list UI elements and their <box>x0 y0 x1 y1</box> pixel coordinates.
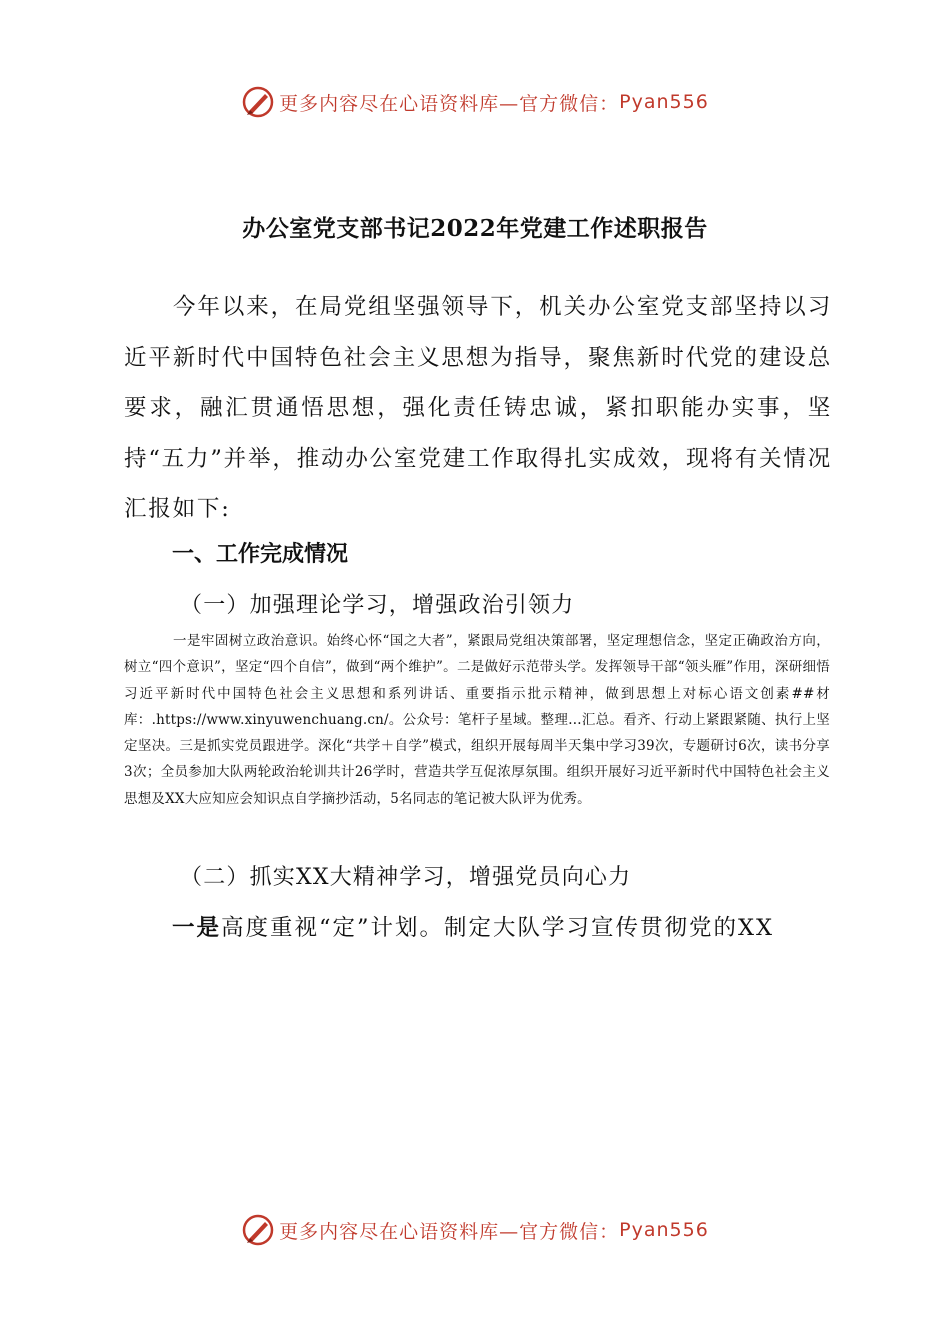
banner-text: 更多内容尽在心语资料库—官方微信： <box>279 1220 620 1243</box>
paragraph-text: 高度重视“定”计划。制定大队学习宣传贯彻党的XX <box>221 915 775 941</box>
pen-logo-icon <box>241 85 275 119</box>
banner-brand: Pyan556 <box>619 1219 709 1241</box>
section-heading-1: 一、工作完成情况 <box>172 542 349 567</box>
pen-logo-icon <box>241 1213 275 1247</box>
banner-brand: Pyan556 <box>619 91 709 113</box>
subsection-heading-2: （二）抓实XX大精神学习，增强党员向心力 <box>180 865 632 890</box>
banner-text: 更多内容尽在心语资料库—官方微信： <box>279 92 620 115</box>
header-banner <box>0 82 950 122</box>
body-paragraph-1: 一是牢固树立政治意识。始终心怀“国之大者”，紧跟局党组决策部署，坚定理想信念，坚定正确政治方向，树立“四个意识”，坚定“四个自信”，做到“两个维护”。二是做好示范带头学。发挥领导干部“领头雁”作用，深研细悟习近平新时代中国特色社会主义思想和系列讲话、重要指示批示精神，做到思想上对标心语文创素##材库：.https://www.xinyuwenchuang.cn/。公众号：笔杆子星域。整理…汇总。看齐、行动上紧跟紧随、执行上坚定坚决。三是抓实党员跟进学。深化“共学＋自学”模式，组织开展每周半天集中学习39次，专题研讨6次，读书分享3次；全员参加大队两轮政治轮训共计26学时，营造共学互促浓厚氛围。组织开展好习近平新时代中国特色社会主义思想及XX大应知应会知识点自学摘抄活动，5名同志的笔记被大队评为优秀。 <box>124 633 830 807</box>
document-title: 办公室党支部书记2022年党建工作述职报告 <box>242 215 708 242</box>
bold-lead-in: 一是 <box>172 915 222 941</box>
footer-banner <box>0 1210 950 1250</box>
body-paragraph-2 <box>172 910 872 942</box>
subsection-heading-1: （一）加强理论学习，增强政治引领力 <box>180 593 575 618</box>
intro-paragraph: 今年以来，在局党组坚强领导下，机关办公室党支部坚持以习近平新时代中国特色社会主义思想为指导，聚焦新时代党的建设总要求，融汇贯通悟思想，强化责任铸忠诚，紧扣职能办实事，坚持“五力”并举，推动办公室党建工作取得扎实成效，现将有关情况汇报如下: <box>124 294 832 522</box>
